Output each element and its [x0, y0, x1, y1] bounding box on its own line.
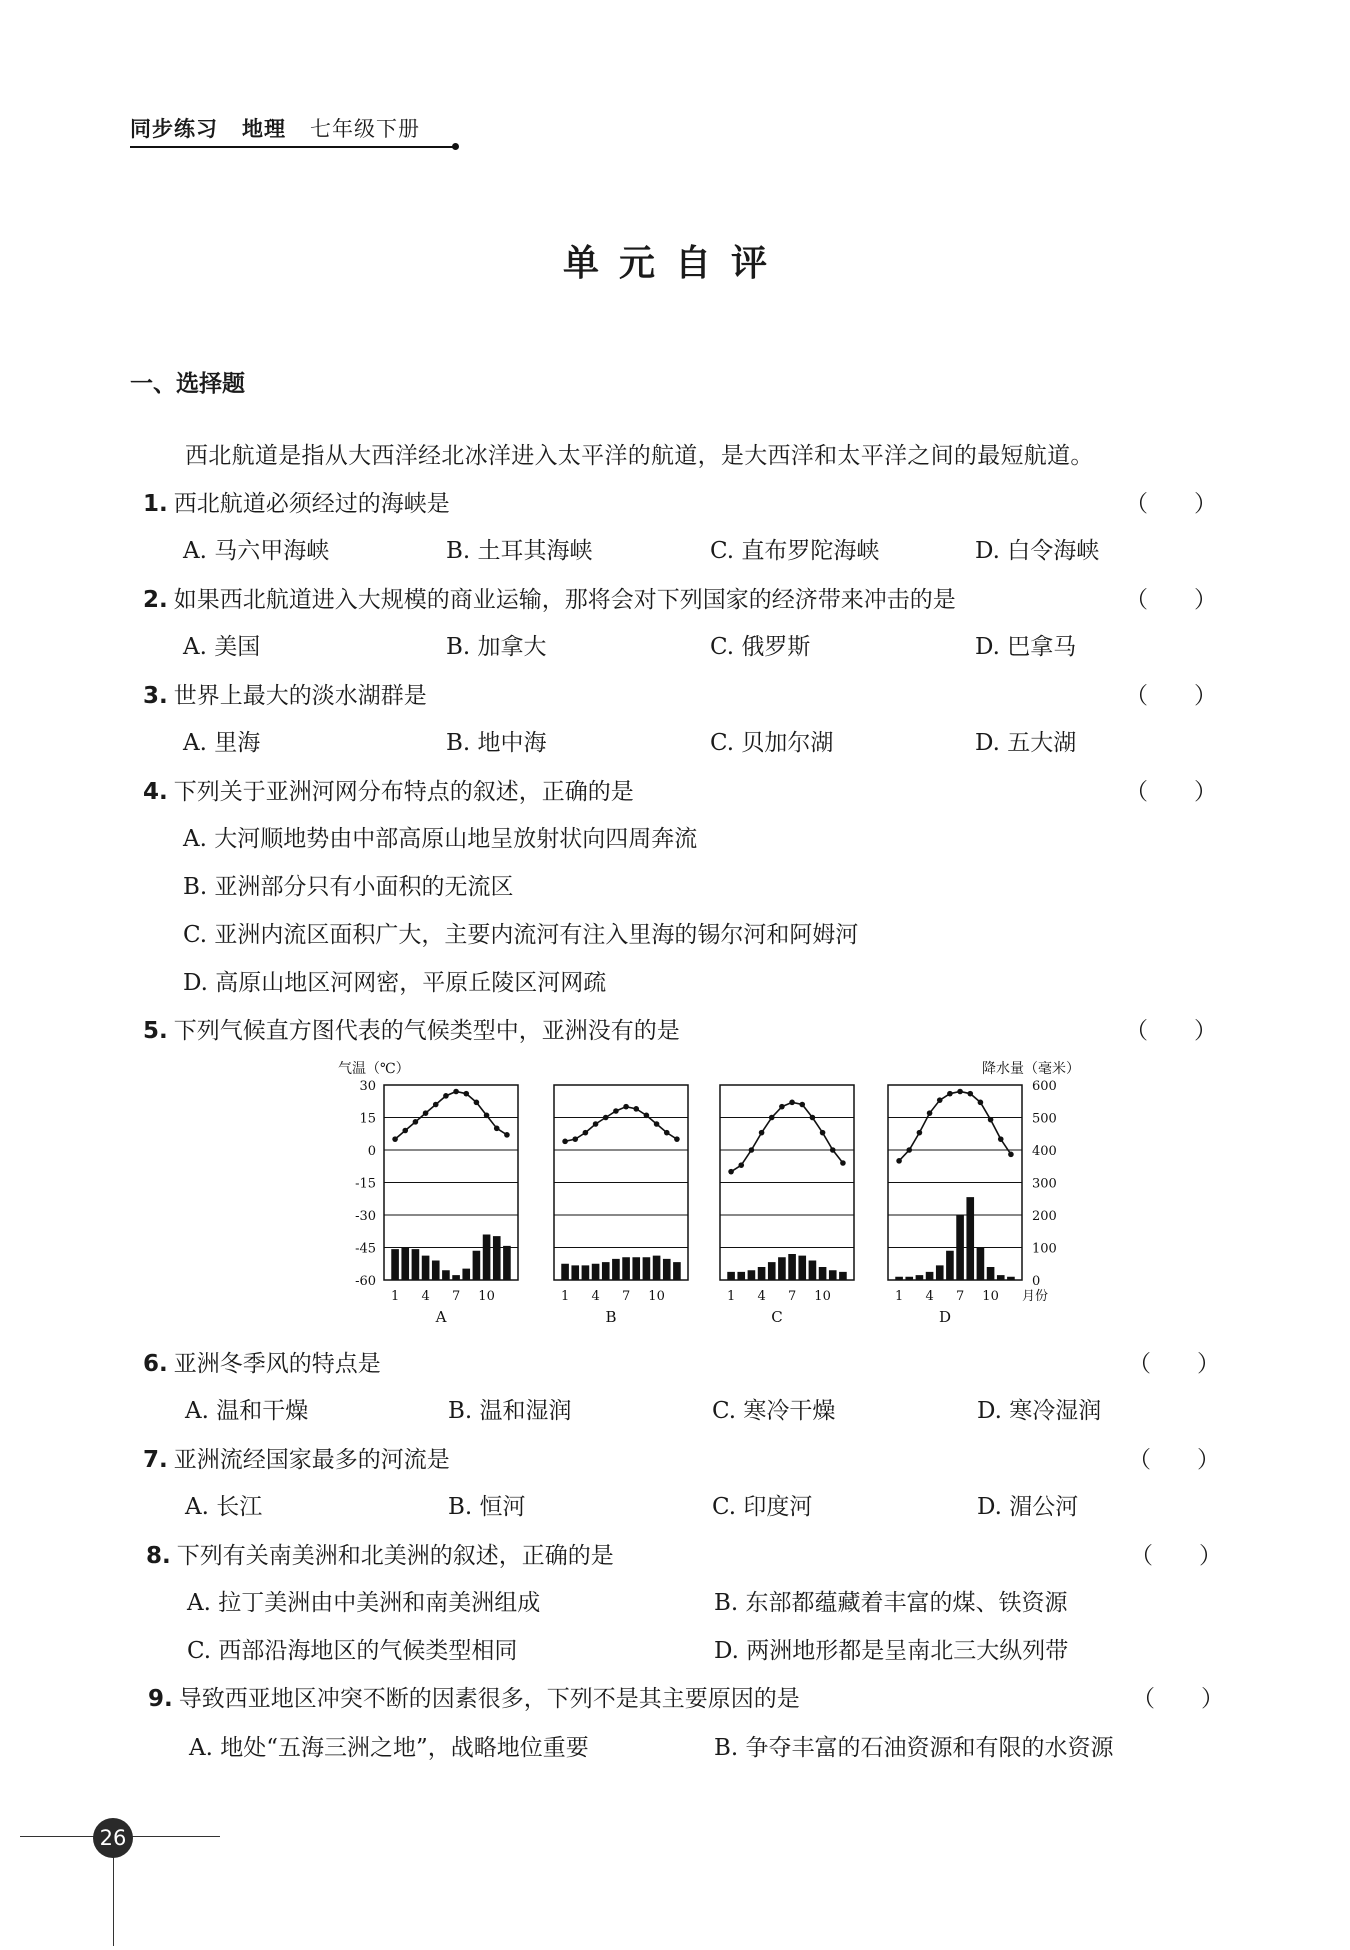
panel-label-A: A: [435, 1308, 447, 1326]
grade-name: 七年级下册: [310, 117, 420, 141]
temp-point-C: [810, 1115, 816, 1121]
question-number: 5.: [143, 1018, 168, 1044]
answer-blank-9[interactable]: （ ）: [1132, 1686, 1224, 1712]
option-3b[interactable]: B. 地中海: [446, 730, 547, 756]
temp-point-B: [633, 1106, 639, 1112]
temp-point-A: [413, 1119, 419, 1125]
temp-point-D: [957, 1089, 963, 1095]
series-name: 同步练习: [130, 117, 218, 141]
month-tick-label: 4: [421, 1289, 430, 1304]
option-1b[interactable]: B. 土耳其海峡: [446, 538, 593, 564]
temp-point-C: [799, 1102, 805, 1108]
precip-bar-B: [643, 1257, 651, 1280]
temp-point-B: [613, 1108, 619, 1114]
temp-point-D: [937, 1097, 943, 1103]
temp-point-D: [927, 1110, 933, 1116]
temp-point-C: [759, 1130, 765, 1136]
temp-point-C: [749, 1147, 755, 1153]
month-tick-label: 4: [757, 1289, 766, 1304]
month-tick-label: 10: [478, 1289, 495, 1304]
temp-point-C: [738, 1162, 744, 1168]
panel-label-D: D: [938, 1308, 952, 1326]
month-tick-label: 7: [787, 1289, 797, 1304]
book-header: [130, 113, 444, 143]
question-number: 9.: [148, 1686, 173, 1712]
page-number: 26: [93, 1818, 133, 1858]
option-4b[interactable]: B. 亚洲部分只有小面积的无流区: [183, 874, 514, 900]
precip-bar-A: [503, 1246, 511, 1280]
question-stem: 导致西亚地区冲突不断的因素很多，下列不是其主要原因的是: [178, 1686, 800, 1712]
question-9: [148, 1680, 800, 1713]
temp-point-C: [769, 1115, 775, 1121]
question-stem: 下列有关南美洲和北美洲的叙述，正确的是: [176, 1543, 614, 1569]
precip-bar-D: [977, 1248, 985, 1281]
temp-point-D: [988, 1117, 994, 1123]
option-4a[interactable]: A. 大河顺地势由中部高原山地呈放射状向四周奔流: [183, 826, 698, 852]
precip-bar-A: [483, 1235, 491, 1281]
answer-blank-1[interactable]: （ ）: [1125, 491, 1217, 517]
temp-line-C: [731, 1102, 843, 1171]
question-number: 1.: [143, 491, 168, 517]
option-4d[interactable]: D. 高原山地区河网密，平原丘陵区河网疏: [183, 970, 607, 996]
answer-blank-3[interactable]: （ ）: [1125, 683, 1217, 709]
answer-blank-5[interactable]: （ ）: [1125, 1018, 1217, 1044]
precip-bar-C: [748, 1270, 756, 1280]
precip-bar-B: [602, 1262, 610, 1280]
precip-bar-B: [561, 1264, 569, 1280]
section-title: 一、选择题: [130, 371, 245, 397]
answer-blank-8[interactable]: （ ）: [1130, 1543, 1222, 1569]
precip-bar-B: [592, 1264, 600, 1280]
question-number: 7.: [143, 1447, 168, 1473]
option-2b[interactable]: B. 加拿大: [446, 634, 547, 660]
option-7a[interactable]: A. 长江: [185, 1494, 263, 1520]
question-7: [143, 1441, 450, 1474]
temp-point-D: [896, 1158, 902, 1164]
option-3c[interactable]: C. 贝加尔湖: [710, 730, 834, 756]
precip-bar-C: [737, 1272, 745, 1280]
precip-bar-B: [673, 1262, 681, 1280]
question-number: 3.: [143, 683, 168, 709]
temp-point-C: [830, 1147, 836, 1153]
option-4c[interactable]: C. 亚洲内流区面积广大，主要内流河有注入里海的锡尔河和阿姆河: [183, 922, 859, 948]
question-number: 4.: [143, 779, 168, 805]
temp-point-A: [453, 1089, 459, 1095]
option-2d[interactable]: D. 巴拿马: [975, 634, 1077, 660]
temp-point-B: [674, 1136, 680, 1142]
question-number: 2.: [143, 587, 168, 613]
precip-bar-D: [966, 1197, 974, 1280]
precip-bar-D: [936, 1265, 944, 1280]
precip-bar-D: [956, 1215, 964, 1280]
question-stem: 西北航道必须经过的海峡是: [173, 491, 450, 517]
climate-charts-svg: [330, 1055, 1090, 1335]
temp-point-B: [623, 1104, 629, 1110]
month-tick-label: 10: [814, 1289, 831, 1304]
option-1c[interactable]: C. 直布罗陀海峡: [710, 538, 880, 564]
month-tick-label: 7: [955, 1289, 965, 1304]
month-tick-label: 1: [726, 1289, 736, 1304]
option-1a[interactable]: A. 马六甲海峡: [183, 538, 330, 564]
month-tick-label: 10: [648, 1289, 665, 1304]
climate-charts: [330, 1055, 1090, 1335]
question-stem: 亚洲流经国家最多的河流是: [173, 1447, 450, 1473]
option-9b[interactable]: B. 争夺丰富的石油资源和有限的水资源: [714, 1735, 1114, 1761]
temp-point-A: [504, 1132, 510, 1138]
option-8a[interactable]: A. 拉丁美洲由中美洲和南美洲组成: [187, 1590, 541, 1616]
precip-tick-label: 500: [1032, 1111, 1057, 1127]
left-axis-title: 气温（℃）: [338, 1061, 410, 1077]
temp-point-A: [494, 1126, 500, 1132]
right-axis-title: 降水量（毫米）: [982, 1061, 1080, 1077]
temp-point-C: [779, 1104, 785, 1110]
option-1d[interactable]: D. 白令海峡: [975, 538, 1100, 564]
precip-bar-D: [895, 1277, 903, 1280]
question-stem: 下列关于亚洲河网分布特点的叙述，正确的是: [173, 779, 634, 805]
temp-point-B: [583, 1130, 589, 1136]
option-2c[interactable]: C. 俄罗斯: [710, 634, 811, 660]
temp-point-A: [423, 1110, 429, 1116]
subject-name: 地理: [242, 117, 286, 141]
option-7b[interactable]: B. 恒河: [448, 1494, 526, 1520]
temp-point-D: [978, 1100, 984, 1106]
option-3d[interactable]: D. 五大湖: [975, 730, 1077, 756]
temp-line-B: [565, 1107, 677, 1142]
question-number: 8.: [146, 1543, 171, 1569]
precip-bar-A: [442, 1270, 450, 1280]
temp-point-A: [484, 1113, 490, 1119]
temp-point-A: [392, 1136, 398, 1142]
page-title: 单元自评: [562, 243, 787, 284]
precip-tick-label: 300: [1032, 1176, 1057, 1192]
precip-bar-A: [391, 1249, 399, 1280]
precip-bar-D: [997, 1275, 1005, 1280]
temp-point-D: [967, 1091, 973, 1097]
option-6c[interactable]: C. 寒冷干燥: [712, 1398, 836, 1424]
question-4: [143, 773, 634, 806]
header-rule: [130, 146, 455, 148]
temp-point-A: [463, 1091, 469, 1097]
precip-bar-C: [809, 1261, 817, 1281]
temp-tick-label: 0: [367, 1144, 376, 1159]
precip-bar-C: [798, 1256, 806, 1280]
question-8: [146, 1537, 614, 1570]
temp-point-B: [664, 1130, 670, 1136]
precip-bar-B: [653, 1256, 661, 1280]
option-8c[interactable]: C. 西部沿海地区的气候类型相同: [187, 1638, 518, 1664]
panel-label-B: B: [605, 1308, 617, 1326]
question-stem: 如果西北航道进入大规模的商业运输，那将会对下列国家的经济带来冲击的是: [173, 587, 956, 613]
temp-point-D: [917, 1130, 923, 1136]
precip-bar-C: [819, 1267, 827, 1280]
option-6a[interactable]: A. 温和干燥: [185, 1398, 309, 1424]
temp-point-D: [947, 1091, 953, 1097]
precip-bar-B: [571, 1265, 579, 1280]
precip-bar-B: [612, 1259, 620, 1280]
temp-point-B: [654, 1121, 660, 1127]
precip-bar-C: [768, 1262, 776, 1280]
option-3a[interactable]: A. 里海: [183, 730, 261, 756]
temp-point-C: [820, 1130, 826, 1136]
x-unit-label: 月份: [1022, 1289, 1049, 1304]
temp-point-C: [789, 1100, 795, 1106]
question-stem: 下列气候直方图代表的气候类型中，亚洲没有的是: [173, 1018, 680, 1044]
month-tick-label: 1: [390, 1289, 400, 1304]
option-9a[interactable]: A. 地处“五海三洲之地”，战略地位重要: [189, 1735, 589, 1761]
header-dot: [452, 143, 459, 150]
month-tick-label: 7: [451, 1289, 461, 1304]
precip-bar-A: [493, 1236, 501, 1280]
temp-point-B: [572, 1136, 578, 1142]
temp-point-C: [840, 1160, 846, 1166]
precip-bar-A: [401, 1248, 409, 1281]
temp-point-D: [998, 1136, 1004, 1142]
option-6b[interactable]: B. 温和湿润: [448, 1398, 572, 1424]
precip-tick-label: 600: [1032, 1079, 1057, 1094]
temp-tick-label: -30: [355, 1209, 376, 1224]
precip-bar-C: [829, 1270, 837, 1280]
precip-bar-C: [727, 1272, 735, 1280]
temp-point-B: [603, 1115, 609, 1121]
answer-blank-7[interactable]: （ ）: [1128, 1447, 1220, 1473]
temp-point-A: [474, 1100, 480, 1106]
precip-bar-A: [473, 1251, 481, 1280]
month-tick-label: 4: [591, 1289, 600, 1304]
precip-bar-B: [622, 1257, 630, 1280]
precip-bar-C: [758, 1267, 766, 1280]
precip-bar-A: [452, 1275, 460, 1280]
option-8b[interactable]: B. 东部都蕴藏着丰富的煤、铁资源: [714, 1590, 1068, 1616]
precip-tick-label: 400: [1032, 1144, 1057, 1159]
month-tick-label: 7: [621, 1289, 631, 1304]
intro-paragraph: 西北航道是指从大西洋经北冰洋进入太平洋的航道，是大西洋和太平洋之间的最短航道。: [185, 443, 1094, 469]
temp-tick-label: -45: [355, 1241, 376, 1257]
precip-bar-A: [422, 1256, 430, 1280]
precip-tick-label: 200: [1032, 1209, 1057, 1224]
precip-bar-C: [839, 1272, 847, 1280]
temp-point-A: [433, 1102, 439, 1108]
month-tick-label: 1: [894, 1289, 904, 1304]
temp-point-C: [728, 1169, 734, 1175]
option-2a[interactable]: A. 美国: [183, 634, 261, 660]
question-number: 6.: [143, 1351, 168, 1377]
question-3: [143, 677, 427, 710]
precip-bar-B: [663, 1259, 671, 1280]
option-8d[interactable]: D. 两洲地形都是呈南北三大纵列带: [714, 1638, 1069, 1664]
temp-tick-label: -15: [355, 1176, 376, 1192]
precip-bar-C: [788, 1254, 796, 1280]
question-6: [143, 1345, 381, 1378]
precip-bar-B: [632, 1257, 640, 1280]
temp-point-A: [402, 1128, 408, 1134]
answer-blank-6[interactable]: （ ）: [1128, 1351, 1220, 1377]
precip-bar-A: [412, 1249, 420, 1280]
precip-bar-D: [1007, 1277, 1015, 1280]
temp-point-B: [644, 1113, 650, 1119]
option-7d[interactable]: D. 湄公河: [977, 1494, 1079, 1520]
answer-blank-4[interactable]: （ ）: [1125, 779, 1217, 805]
month-tick-label: 10: [982, 1289, 999, 1304]
precip-bar-D: [905, 1277, 913, 1280]
option-6d[interactable]: D. 寒冷湿润: [977, 1398, 1102, 1424]
option-7c[interactable]: C. 印度河: [712, 1494, 813, 1520]
panel-label-C: C: [771, 1308, 783, 1326]
precip-tick-label: 0: [1032, 1274, 1041, 1289]
temp-point-D: [906, 1147, 912, 1153]
temp-tick-label: -60: [355, 1274, 376, 1289]
precip-bar-D: [987, 1267, 995, 1280]
precip-bar-C: [778, 1257, 786, 1280]
precip-bar-D: [916, 1275, 924, 1280]
month-tick-label: 4: [925, 1289, 934, 1304]
question-stem: 亚洲冬季风的特点是: [173, 1351, 381, 1377]
temp-line-A: [395, 1092, 507, 1140]
month-tick-label: 1: [560, 1289, 570, 1304]
question-2: [143, 581, 956, 614]
precip-bar-D: [946, 1251, 954, 1280]
temp-tick-label: 15: [359, 1111, 376, 1127]
temp-point-D: [1008, 1152, 1014, 1158]
temp-point-B: [562, 1139, 568, 1145]
precip-bar-B: [582, 1265, 590, 1280]
question-stem: 世界上最大的淡水湖群是: [173, 683, 427, 709]
precip-bar-A: [462, 1269, 470, 1280]
precip-bar-A: [432, 1261, 440, 1281]
temp-point-A: [443, 1093, 449, 1099]
answer-blank-2[interactable]: （ ）: [1125, 587, 1217, 613]
precip-tick-label: 100: [1032, 1241, 1057, 1257]
temp-tick-label: 30: [359, 1079, 376, 1094]
question-5: [143, 1012, 680, 1045]
temp-point-B: [593, 1121, 599, 1127]
question-1: [143, 485, 450, 518]
precip-bar-D: [926, 1272, 934, 1280]
